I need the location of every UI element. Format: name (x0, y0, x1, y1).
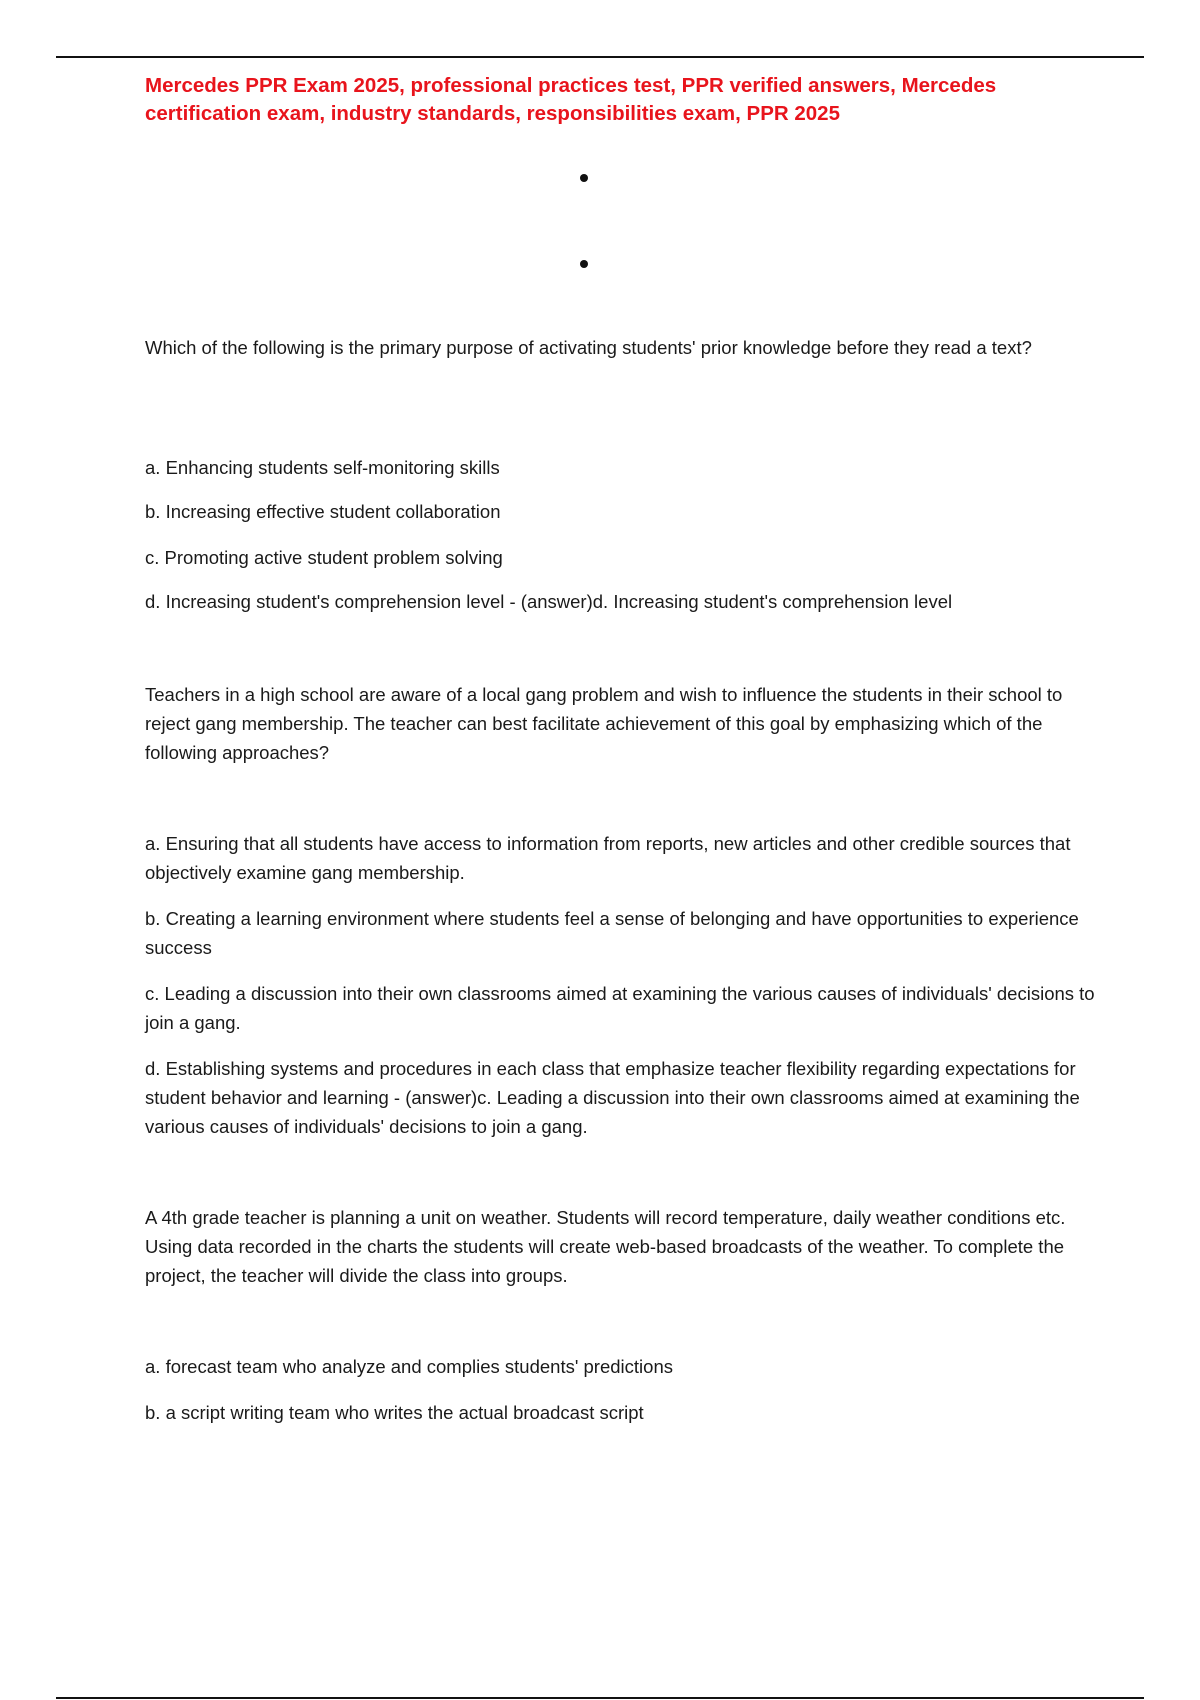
question-3-option-a: a. forecast team who analyze and complies students' predictions (145, 1356, 673, 1377)
question-1-prompt: Which of the following is the primary purpose of activating students' prior knowledge before they read a text? (145, 337, 1032, 358)
question-3-option-b: b. a script writing team who writes the actual broadcast script (145, 1402, 644, 1423)
question-2-prompt: Teachers in a high school are aware of a local gang problem and wish to influence the students in their school to reject gang membership. The teacher can best facilitate achievement of this goal by emphasizing which of the following approaches? (145, 684, 1063, 763)
question-1-option-a: a. Enhancing students self-monitoring skills (145, 457, 500, 478)
question-1-option-b: b. Increasing effective student collaboration (145, 501, 501, 522)
question-2-option-d: d. Establishing systems and procedures in each class that emphasize teacher flexibility regarding expectations for student behavior and learning - (answer)c. Leading a discussion into their own classrooms aimed at examining the various causes of individuals' decisions to join a gang. (145, 1058, 1080, 1137)
document-title: Mercedes PPR Exam 2025, professional practices test, PPR verified answers, Mercedes certification exam, industry standards, responsibilities exam, PPR 2025 (145, 74, 997, 125)
bullet-point (580, 260, 588, 268)
question-1-option-d: d. Increasing student's comprehension level - (answer)d. Increasing student's comprehension level (145, 591, 953, 612)
top-rule (56, 56, 1144, 58)
question-2-option-c: c. Leading a discussion into their own classrooms aimed at examining the various causes of individuals' decisions to join a gang. (145, 983, 1095, 1033)
question-2-option-b: b. Creating a learning environment where students feel a sense of belonging and have opportunities to experience success (145, 908, 1079, 958)
question-1-option-c: c. Promoting active student problem solving (145, 547, 503, 568)
bullet-point (580, 174, 588, 182)
bottom-rule (56, 1697, 1144, 1699)
question-2-option-a: a. Ensuring that all students have access to information from reports, new articles and other credible sources that objectively examine gang membership. (145, 833, 1071, 883)
question-3-prompt: A 4th grade teacher is planning a unit on weather. Students will record temperature, daily weather conditions etc. Using data recorded in the charts the students will create web-based broadcasts of the weather. To complete the project, the teacher will divide the class into groups. (145, 1207, 1066, 1286)
